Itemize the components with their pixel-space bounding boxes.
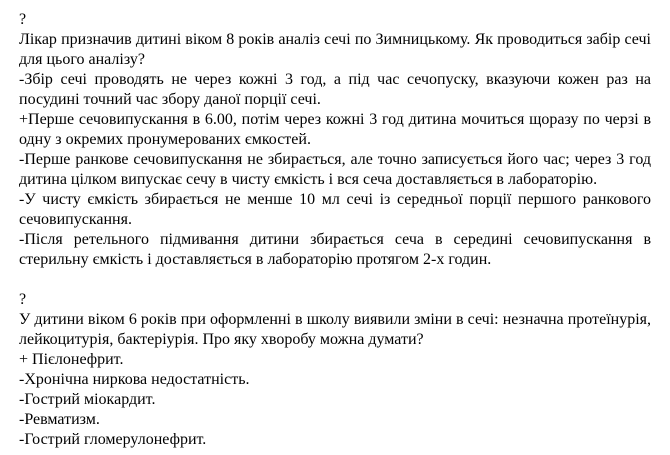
question-block-1 [19, 10, 651, 270]
answer-option: -Після ретельного підмивання дитини збирається сеча в середині сечовипускання в стерильну ємкість і доставляється в лабораторію протягом 2-х годин. [19, 231, 651, 268]
answer-option: -Гострий гломерулонефрит. [19, 431, 207, 448]
document-body [19, 10, 651, 450]
question-text: У дитини віком 6 років при оформленні в школу виявили зміни в сечі: незначна протеїнурія, лейкоцитурія, бактеріурія. Про яку хворобу можна думати? [19, 311, 651, 348]
answer-option: -Збір сечі проводять не через кожні 3 год, а під час сечопуску, вказуючи кожен раз на посудині точний час збору даної порції сечі. [19, 71, 651, 108]
question-block-2 [19, 290, 651, 450]
question-marker: ? [19, 11, 27, 28]
answer-option: -Ревматизм. [19, 411, 100, 428]
question-text: Лікар призначив дитині віком 8 років аналіз сечі по Зимницькому. Як проводиться забір сечі для цього аналізу? [19, 31, 651, 68]
answer-option: -У чисту ємкість збирається не менше 10 мл сечі із середньої порції першого ранкового сечовипускання. [19, 191, 651, 228]
question-marker: ? [19, 291, 27, 308]
answer-option-correct: + Пієлонефрит. [19, 351, 124, 368]
answer-option: -Гострий міокардит. [19, 391, 156, 408]
answer-option: -Перше ранкове сечовипускання не збирається, але точно записується його час; через 3 год дитина цілком випускає сечу в чисту ємкість і вся сеча доставляється в лабораторію. [19, 151, 651, 188]
answer-option: -Хронічна ниркова недостатність. [19, 371, 250, 388]
answer-option-correct: +Перше сечовипускання в 6.00, потім через кожні 3 год дитина мочиться щоразу по черзі в одну з окремих пронумерованих ємкостей. [19, 111, 651, 148]
blank-line [19, 270, 651, 290]
